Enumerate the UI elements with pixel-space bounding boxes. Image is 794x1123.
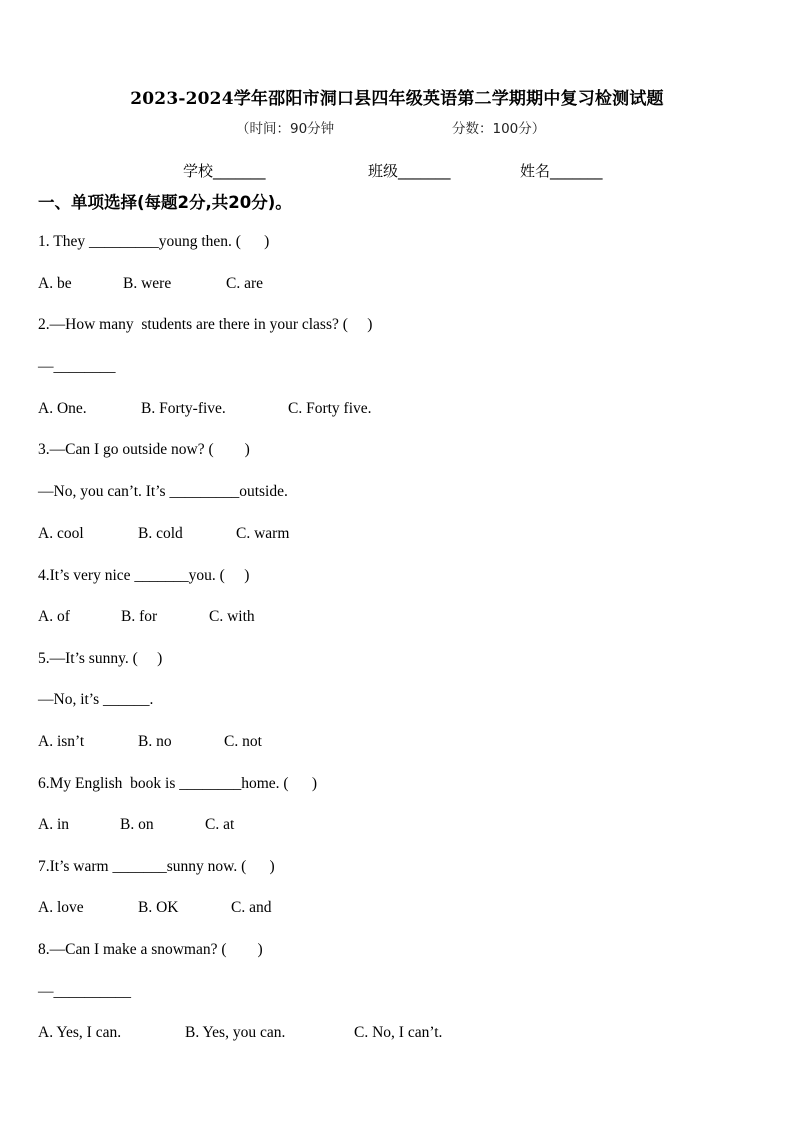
q2-option-b: B. Forty-five. [141,400,226,417]
q4-option-a: A. of [38,608,70,625]
q2-option-c: C. Forty five. [288,400,372,417]
q5-option-b: B. no [138,733,172,750]
question-6: 6.My English book is ________home. ( ) [38,775,317,792]
q4-option-c: C. with [209,608,255,625]
exam-score: 分数：100分） [452,121,546,137]
q3-option-b: B. cold [138,525,183,542]
q1-option-a: A. be [38,275,72,292]
question-4: 4.It’s very nice _______you. ( ) [38,567,250,584]
question-2: 2.—How many students are there in your class? ( ) [38,316,373,333]
q8-option-c: C. No, I can’t. [354,1024,443,1041]
section-heading: 一、单项选择(每题2分,共20分)。 [38,193,292,212]
q1-option-c: C. are [226,275,264,292]
q6-option-c: C. at [205,816,235,833]
q2-answer-line: —________ [38,358,116,375]
school-field: 学校_______ [183,162,266,180]
q2-option-a: A. One. [38,400,87,417]
question-5: 5.—It’s sunny. ( ) [38,650,163,667]
q8-option-a: A. Yes, I can. [38,1024,122,1041]
name-field: 姓名_______ [520,162,603,180]
question-3: 3.—Can I go outside now? ( ) [38,441,250,458]
q5-option-c: C. not [224,733,262,750]
q5-option-a: A. isn’t [38,733,85,750]
q3-answer-line: —No, you can’t. It’s _________outside. [38,483,288,500]
page-title: 2023-2024学年邵阳市洞口县四年级英语第二学期期中复习检测试题 [130,89,664,109]
q4-option-b: B. for [121,608,158,625]
q5-answer-line: —No, it’s ______. [38,691,154,708]
q8-answer-line: —__________ [38,983,131,1000]
q7-option-a: A. love [38,899,84,916]
question-1: 1. They _________young then. ( ) [38,233,270,250]
q3-option-c: C. warm [236,525,290,542]
q7-option-b: B. OK [138,899,179,916]
q1-option-b: B. were [123,275,172,292]
q6-option-a: A. in [38,816,69,833]
question-7: 7.It’s warm _______sunny now. ( ) [38,858,275,875]
exam-time: （时间：90分钟 [236,121,335,137]
q3-option-a: A. cool [38,525,84,542]
q6-option-b: B. on [120,816,154,833]
question-8: 8.—Can I make a snowman? ( ) [38,941,263,958]
q7-option-c: C. and [231,899,272,916]
class-field: 班级_______ [368,162,451,180]
q8-option-b: B. Yes, you can. [185,1024,286,1041]
